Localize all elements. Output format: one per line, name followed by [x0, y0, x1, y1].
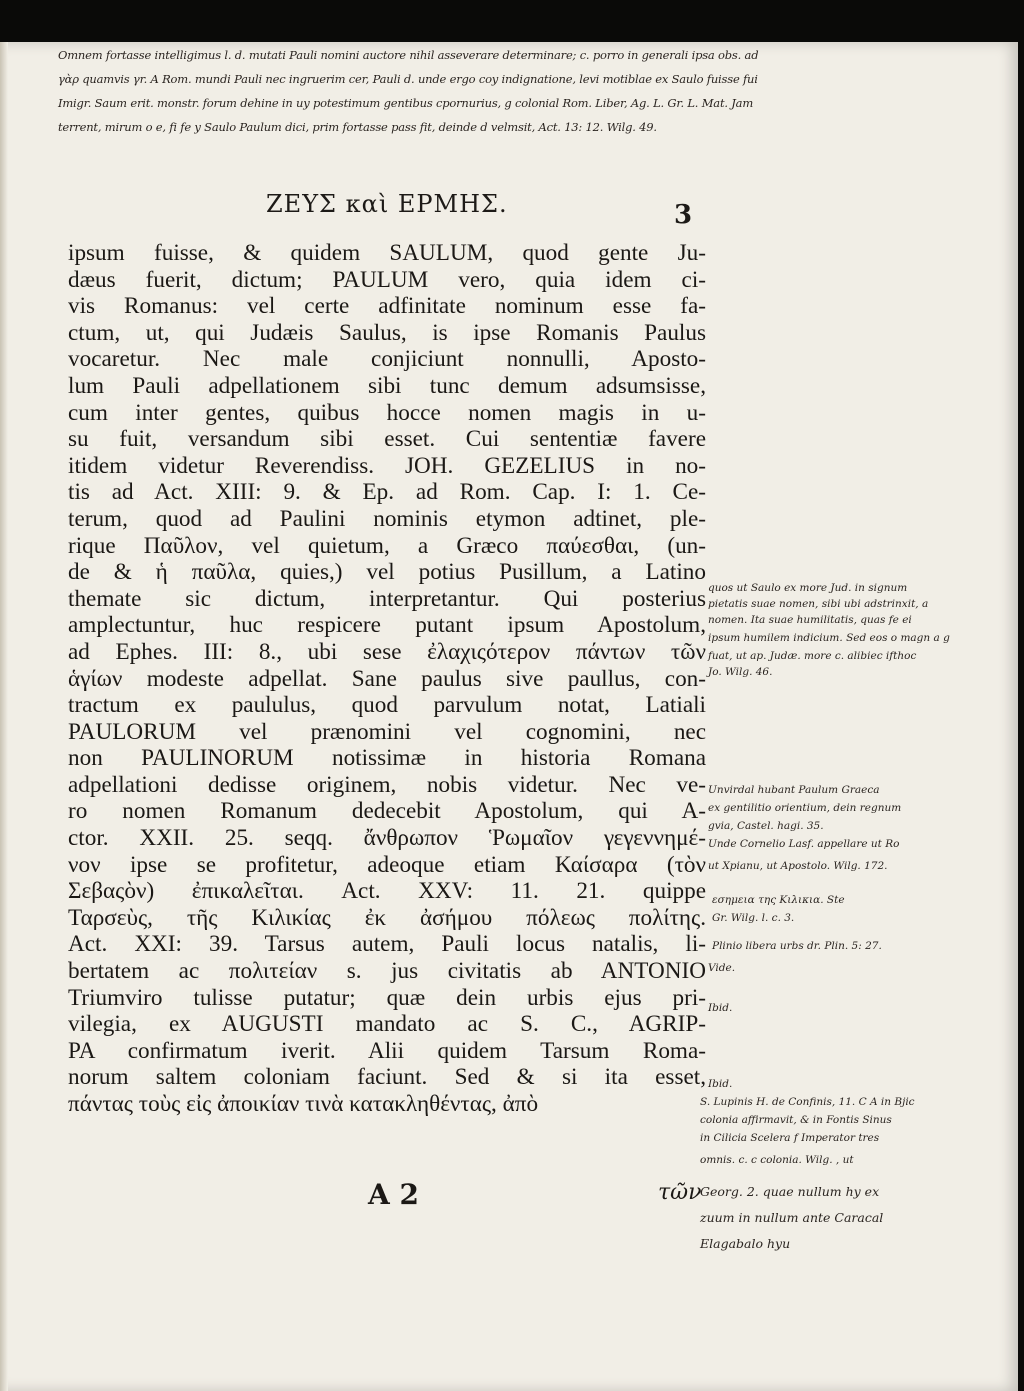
margin-annotation: ipsum humilem indicium. Sed eos o magn a g	[708, 632, 950, 644]
text-line: tis ad Act. XIII: 9. & Ep. ad Rom. Cap. I: 1. Ce-	[68, 479, 706, 506]
bottom-annotation: Elagabalo hyu	[700, 1236, 791, 1251]
margin-annotation: Ibid.	[708, 1002, 733, 1014]
text-line: PAULORUM vel prænomini vel cognomini, nec	[68, 718, 706, 745]
text-line: vis Romanus: vel certe adfinitate nominum esse fa-	[68, 293, 706, 320]
main-text-block	[68, 240, 706, 1118]
margin-annotation: Vide.	[708, 962, 736, 974]
text-line: terum, quod ad Paulini nominis etymon adtinet, ple-	[68, 505, 706, 532]
bottom-annotation: zuum in nullum ante Caracal	[700, 1210, 884, 1225]
margin-annotation: colonia affirmavit, & in Fontis Sinus	[700, 1114, 892, 1126]
margin-annotation: gvia, Castel. hagi. 35.	[708, 820, 824, 832]
text-line: su fuit, versandum sibi esset. Cui sententiæ favere	[68, 426, 706, 453]
text-line: πάντας τοὺς εἰς ἀποικίαν τινὰ κατακληθέντας, ἀπὸ	[68, 1091, 539, 1117]
text-line: dæus fuerit, dictum; PAULUM vero, quia idem ci-	[68, 266, 706, 293]
margin-annotation: ut Xpianu, ut Apostolo. Wilg. 172.	[708, 860, 888, 872]
text-line: ad Ephes. III: 8., ubi sese ἐλαχιςότερον πάντων τῶν	[68, 638, 706, 665]
text-line: ἁγίων modeste adpellat. Sane paulus sive paullus, con-	[68, 665, 706, 692]
text-line: Act. XXI: 39. Tarsus autem, Pauli locus natalis, li-	[68, 931, 706, 958]
text-line: νον ipse se profitetur, adeoque etiam Καίσαρα (τὸν	[68, 851, 706, 878]
document-page	[0, 42, 1018, 1391]
text-line: Triumviro tulisse putatur; quæ dein urbis ejus pri-	[68, 984, 706, 1011]
text-line: non PAULINORUM notissimæ in historia Romana	[68, 745, 706, 772]
margin-annotation: fuat, ut ap. Judæ. more c. alibiec ifthoc	[708, 650, 917, 662]
bottom-annotation: Georg. 2. quae nullum hy ex	[700, 1184, 880, 1199]
text-line: bertatem ac πολιτείαν s. jus civitatis ab ANTONIO	[68, 958, 706, 985]
text-line: PA confirmatum iverit. Alii quidem Tarsum Roma-	[68, 1037, 706, 1064]
margin-annotation: S. Lupinis H. de Confinis, 11. C A in Bjic	[700, 1096, 915, 1108]
margin-annotation: nomen. Ita suae humilitatis, quas fe ei	[708, 614, 912, 626]
folio-mark: 3	[674, 200, 693, 230]
catchword: τῶν	[658, 1180, 702, 1205]
text-line: itidem videtur Reverendiss. JOH. GEZELIUS in no-	[68, 452, 706, 479]
margin-annotation: omnis. c. c colonia. Wilg. , ut	[700, 1154, 854, 1166]
top-annotation-4: terrent, mirum o e, fi fe y Saulo Paulum dici, prim fortasse pass fit, deinde d velmsit, Act. 13: 12. Wilg. 49.	[58, 120, 657, 134]
text-line: themate sic dictum, interpretantur. Qui posterius	[68, 585, 706, 612]
margin-annotation: Jo. Wilg. 46.	[708, 666, 773, 678]
text-line: amplectuntur, huc respicere putant ipsum Apostolum,	[68, 612, 706, 639]
text-line: ctum, ut, qui Judæis Saulus, is ipse Romanis Paulus	[68, 319, 706, 346]
signature-mark: A 2	[368, 1178, 419, 1211]
margin-annotation: ex gentilitio orientium, dein regnum	[708, 802, 902, 814]
text-line: vocaretur. Nec male conjiciunt nonnulli, Aposto-	[68, 346, 706, 373]
text-line: ipsum fuisse, & quidem SAULUM, quod gente Ju-	[68, 240, 706, 266]
text-line: Σεβαςὸν) ἐπικαλεῖται. Act. XXV: 11. 21. quippe	[68, 878, 706, 905]
top-annotation-1: Omnem fortasse intelligimus l. d. mutati Pauli nomini auctore nihil asseverare determinare; c. porro in generali ipsa obs. ad	[58, 48, 759, 62]
text-line: adpellationi dedisse originem, nobis videtur. Nec ve-	[68, 771, 706, 798]
margin-annotation: Unvirdal hubant Paulum Graeca	[708, 784, 880, 796]
margin-annotation: Unde Cornelio Lasf. appellare ut Ro	[708, 838, 900, 850]
page-fold-shadow	[0, 42, 8, 1391]
margin-annotation: quos ut Saulo ex more Jud. in signum	[708, 582, 908, 594]
text-line: ctor. XXII. 25. seqq. ἄνθρωπον Ῥωμαῖον γεγεννημέ-	[68, 825, 706, 852]
margin-annotation: Plinio libera urbs dr. Plin. 5: 27.	[712, 940, 882, 952]
margin-annotation: εσημεια της Κιλικια. Ste	[712, 894, 845, 906]
text-line: norum saltem coloniam faciunt. Sed & si ita esset,	[68, 1064, 706, 1091]
text-line: ro nomen Romanum dedecebit Apostolum, qui A-	[68, 798, 706, 825]
margin-annotation: Ibid.	[708, 1078, 733, 1090]
text-line: rique Παῦλον, vel quietum, a Græco παύεσθαι, (un-	[68, 532, 706, 559]
text-line: lum Pauli adpellationem sibi tunc demum adsumsisse,	[68, 372, 706, 399]
text-line: cum inter gentes, quibus hocce nomen magis in u-	[68, 399, 706, 426]
text-line: tractum ex paululus, quod parvulum notat, Latiali	[68, 692, 706, 719]
margin-annotation: in Cilicia Scelera f Imperator tres	[700, 1132, 880, 1144]
margin-annotation: pietatis suae nomen, sibi ubi adstrinxit, a	[708, 598, 929, 610]
running-head: ΖΕΥΣ καὶ ΕΡΜΗΣ.	[266, 190, 508, 218]
top-annotation-3: Imigr. Saum erit. monstr. forum dehine in uy potestimum gentibus cpornurius, g colonial Rom. Liber, Ag. L. Gr. L. Mat. Jam	[58, 96, 754, 110]
text-line: vilegia, ex AUGUSTI mandato ac S. C., AGRIP-	[68, 1011, 706, 1038]
text-line: Ταρσεὺς, τῆς Κιλικίας ἐκ ἀσήμου πόλεως πολίτης.	[68, 904, 706, 931]
top-annotation-2: γὰρ quamvis γr. A Rom. mundi Pauli nec ingruerim cer, Pauli d. unde ergo coy indignatione, levi motiblae ex Saulo fuisse fui	[58, 72, 758, 86]
margin-annotation: Gr. Wilg. l. c. 3.	[712, 912, 795, 924]
text-line: de & ἡ παῦλα, quies,) vel potius Pusillum, a Latino	[68, 559, 706, 586]
